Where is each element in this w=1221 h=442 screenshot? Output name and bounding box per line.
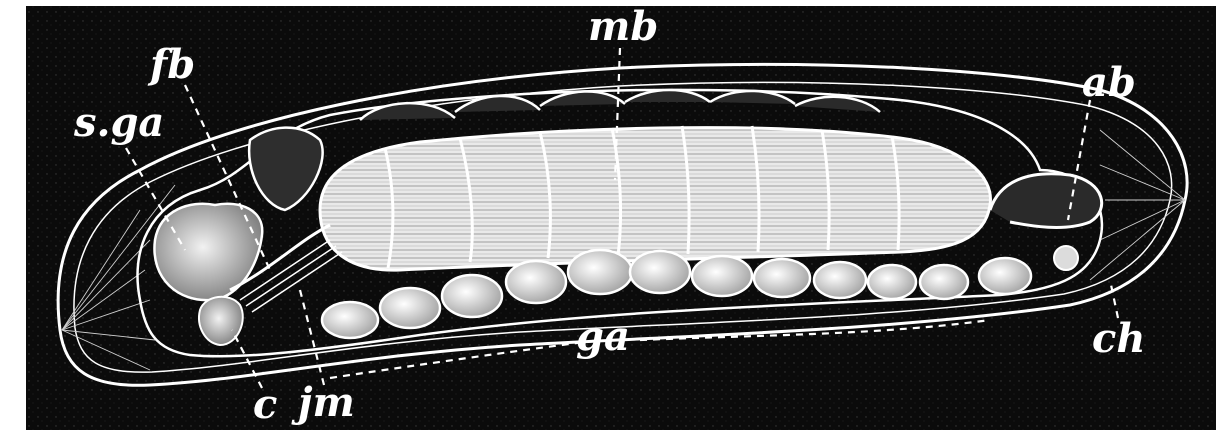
anal-opening xyxy=(1054,246,1078,270)
label-ab: ab xyxy=(1082,59,1136,106)
mid-intestine xyxy=(320,128,990,271)
label-mb: mb xyxy=(588,3,659,50)
label-jm: jm xyxy=(298,379,355,426)
label-c: c xyxy=(253,381,278,428)
label-s-ga: s.ga xyxy=(74,99,165,146)
label-ch: ch xyxy=(1092,315,1146,362)
label-fb: fb xyxy=(150,41,196,88)
label-ga: ga xyxy=(576,313,630,360)
